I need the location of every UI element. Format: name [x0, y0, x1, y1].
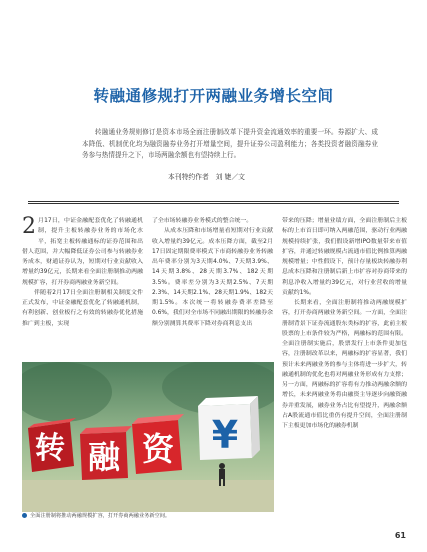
col3-paragraph-2: 长期来看，全面注册制将推动两融规模扩容，打开券商两融业务新空间。一方面，全面注册制背景下证券流通股东类标的扩容，此前主板股票的上市条件较为严格，两融标的范围有限。全面注册制实施后，股票发行上市条件更加包容，注册制改革以来，两融标的扩容显著，我们预计未来两融业务的参与主体将进一步扩大，转融通机制的优化也将对两融业务形成有力支撑；另一方面，两融标的扩容将有力推动两融余额的增长，未来两融业务将由融资主导逐步向融资融券并重发展，融券业务占比有望提升，两融余额占A股流通市值比重仍有提升空间，全面注册制下主板更加市场化的融券机制: [282, 300, 407, 429]
col3-paragraph-1: 带来的压降；增量业绩方面，全面注册制后主板标的上市首日即可纳入两融范围，驱动行业两融规模持续扩张，我们假设新增IPO数量带来市值扩容，并通过转融规模占流通市值比例推算两融规模增量；中性假设下，预计存量板块转融券利息成本压降和注册制后新上市扩容对券商带来的利息净收入增量约39亿元，对行业营收的增量贡献约1%。: [282, 218, 407, 296]
photo-caption-text: 全面注册制将推动两融规模扩容，打开券商两融业务新空间。: [30, 513, 171, 519]
article-title: 转融通修规打开两融业务增长空间: [93, 87, 334, 105]
section-divider: [28, 201, 399, 204]
block-char-1: 转: [35, 431, 65, 466]
block-zi: [132, 414, 184, 474]
block-char-4: ¥: [211, 413, 239, 457]
col1-paragraph-2: 伴随着2月17日全面注册制相关制度文件正式发布，中证金融配套优化了转融通机制，有利创新、创业板行之有效的转融券优化措施推广到主板，实现: [22, 289, 143, 327]
col2-paragraph-1: 了全市场转融券业务模式的整合统一。: [152, 218, 253, 224]
col1-paragraph-1: 月17日，中证金融配套优化了转融通机制，提升主板转融券业务的市场化水平，拓宽主板转融通标的证券范围和出借人范围，并大幅降低证券公司参与转融券业务成本，财通证券认为，短期对行业贡献收入增量约39亿元，长期来看全面注册制推动两融规模扩容，打开券商两融业务新空间。: [22, 218, 143, 286]
body-column-1: [22, 216, 143, 356]
body-column-2: [152, 216, 273, 356]
caption-bullet-icon: [22, 513, 27, 518]
article-byline: 本刊特约作者 刘 婕／文: [168, 173, 245, 181]
photo-illustration: [22, 362, 274, 512]
block-char-2: 融: [87, 438, 121, 476]
article-photo: [22, 362, 274, 512]
body-column-3: [282, 216, 407, 521]
photo-caption: [22, 512, 170, 519]
page-number: 61: [394, 531, 406, 540]
block-zhuan: [28, 418, 76, 472]
block-rong: [80, 426, 132, 480]
drop-cap: 2: [22, 216, 36, 239]
col2-paragraph-2: 从成本压降和市场增量看短期对行业贡献收入增量约39亿元。成本压降方面，截至2月17日固定期限费率模式下市商转融券业务转融出年费率分别为3天期4.0%、7天期3.9%、14天期3.8%、28天期3.7%、182天期3.5%。费率差分别为3天期2.5%、7天期2.3%、14天期2.1%、28天期1.9%、182天期1.5%。本次统一将转融券费率差降至0.6%，我们对全市场不同融出期限的转融券余额分别测算其费率下降对券商利息支出: [152, 228, 273, 327]
block-char-3: 资: [141, 430, 175, 468]
block-yuan: [198, 396, 260, 460]
article-abstract: 转融通业务规则修订是资本市场全面注册制改革下提升资金流通效率的重要一环。券源扩大、成本降低、机制优化均为融资融券业务打开增量空间，提升证券公司盈利能力；各类投资者融资融券业务参与热情提升之下，市场两融余额也有望持续上行。: [82, 128, 378, 159]
